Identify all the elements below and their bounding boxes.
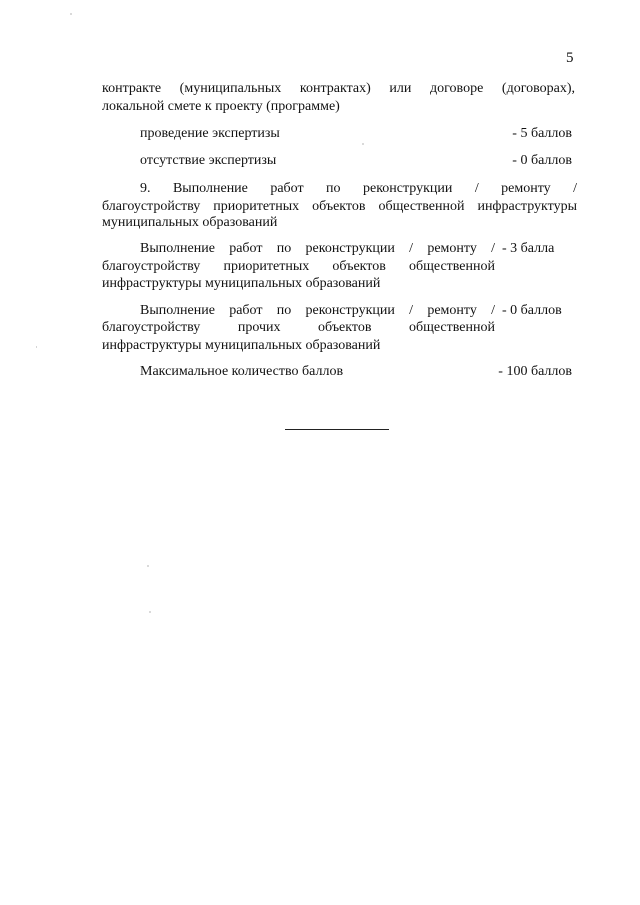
intro-line-1: контракте (муниципальных контрактах) или договоре (договорах), [102,81,575,96]
item9-line-1: 9. Выполнение работ по реконструкции / ремонту / [140,181,577,196]
criterion-1-score: - 3 балла [502,241,555,256]
expertise-score: - 5 баллов [512,126,572,141]
criterion-2-line-2: благоустройству прочих объектов общественной [102,320,495,335]
no-expertise-score: - 0 баллов [512,153,572,168]
criterion-1-line-3: инфраструктуры муниципальных образований [102,276,381,291]
item9-line-2: благоустройству приоритетных объектов общественной инфраструктуры [102,199,577,214]
scan-speck [70,13,72,15]
scan-speck [36,346,37,348]
total-label: Максимальное количество баллов [140,364,344,379]
scan-speck [147,565,149,567]
scan-speck [362,143,364,145]
criterion-1-line-1: Выполнение работ по реконструкции / ремонту / [140,241,495,256]
total-score: - 100 баллов [498,364,572,379]
criterion-2-score: - 0 баллов [502,303,562,318]
criterion-1-line-2: благоустройству приоритетных объектов общественной [102,259,495,274]
page-number: 5 [566,50,574,66]
scan-speck [149,611,151,613]
expertise-label: проведение экспертизы [140,126,280,141]
item9-line-3: муниципальных образований [102,215,278,230]
no-expertise-label: отсутствие экспертизы [140,153,277,168]
end-rule [285,429,389,430]
intro-line-2: локальной смете к проекту (программе) [102,99,340,114]
criterion-2-line-3: инфраструктуры муниципальных образований [102,338,381,353]
criterion-2-line-1: Выполнение работ по реконструкции / ремонту / [140,303,495,318]
